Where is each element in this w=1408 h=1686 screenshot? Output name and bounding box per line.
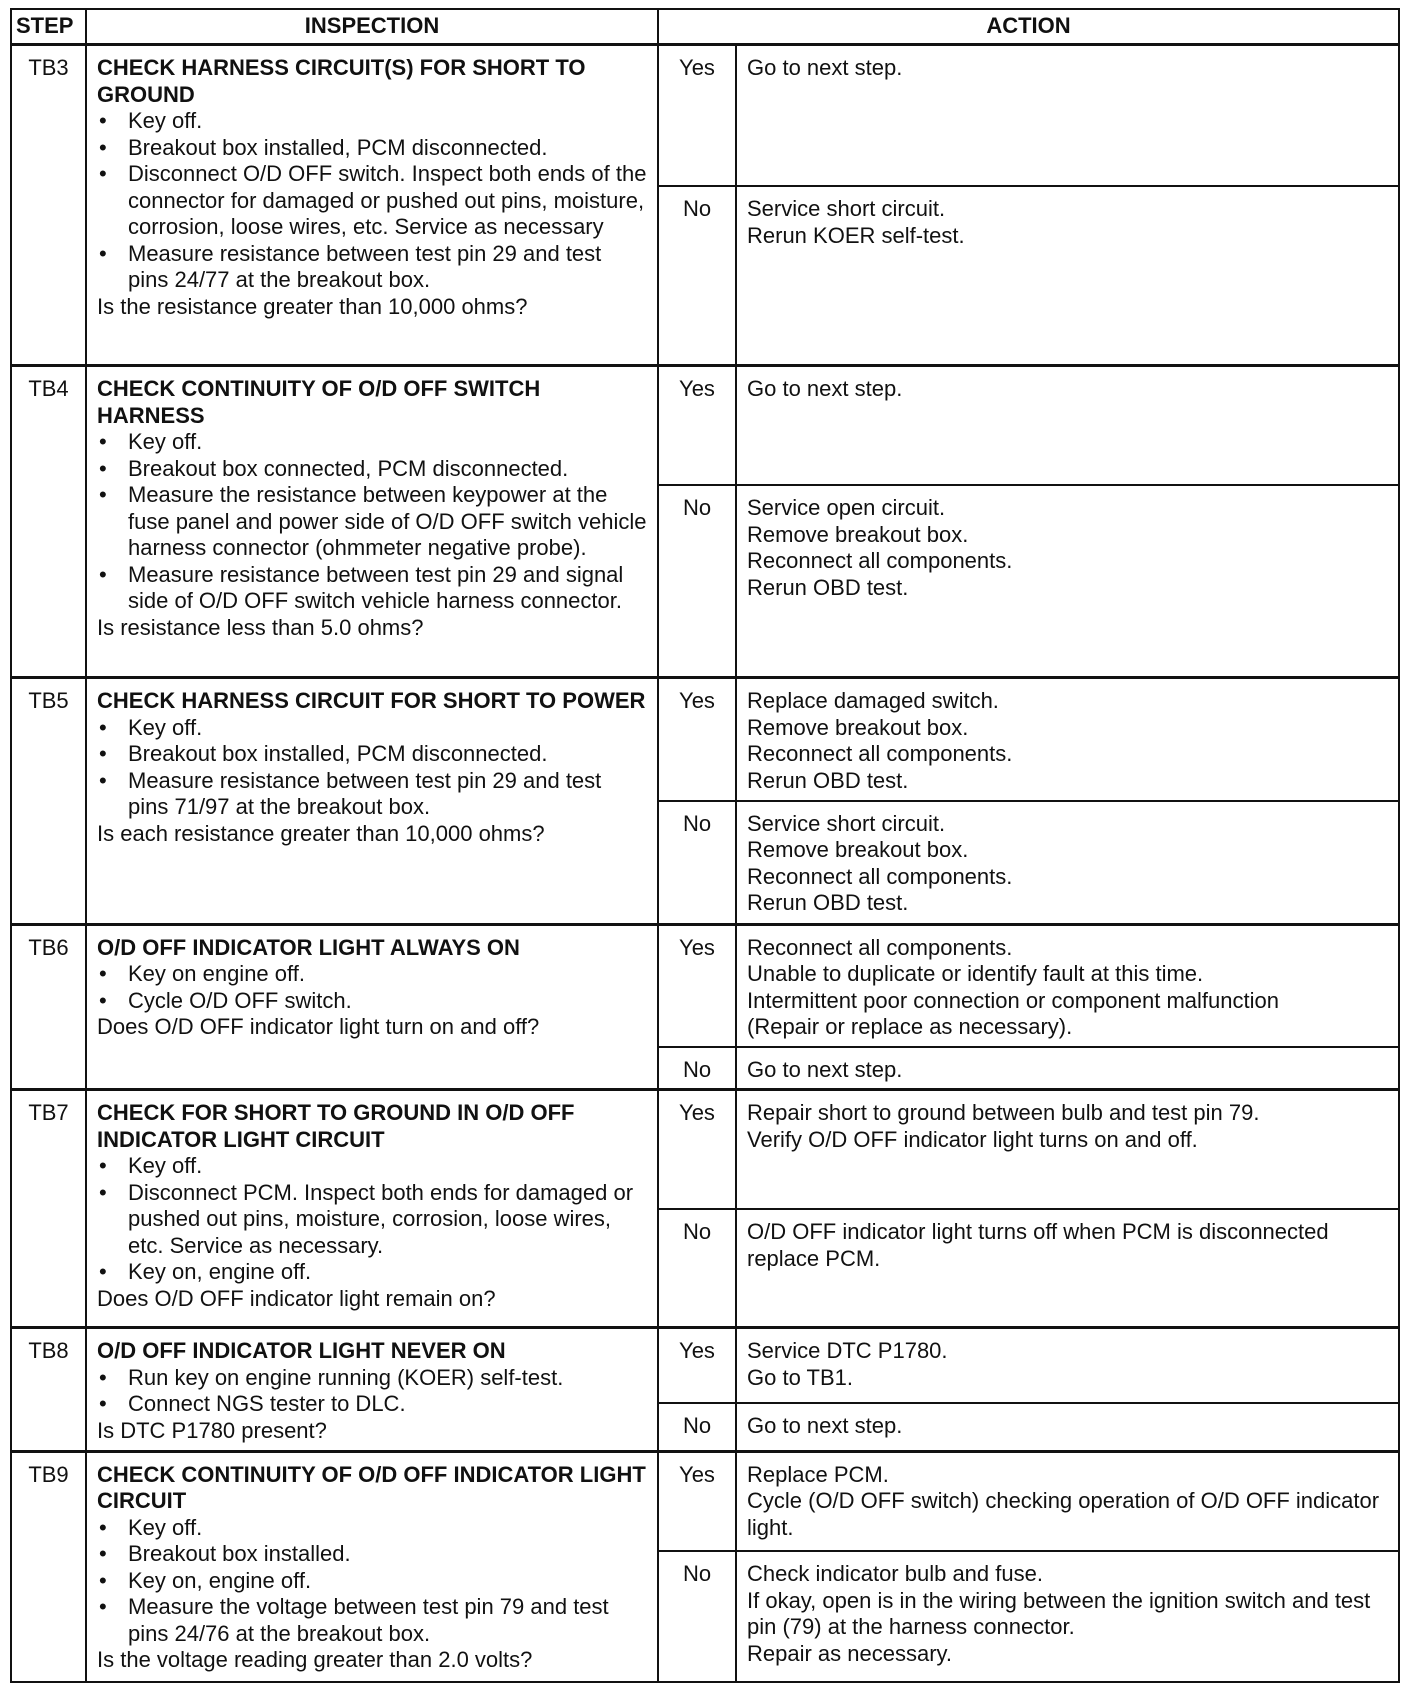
procedure-step: • Connect NGS tester to DLC.: [97, 1391, 647, 1418]
action-line: Check indicator bulb and fuse.: [747, 1561, 1043, 1587]
no-action: [736, 1047, 1399, 1090]
yes-label: Yes: [658, 366, 736, 486]
inspection-cell: [86, 678, 658, 924]
action-line: Go to next step.: [747, 55, 903, 80]
procedure-step: • Key off.: [97, 108, 647, 135]
inspection-title: CHECK CONTINUITY OF O/D OFF SWITCH HARNESS: [97, 376, 541, 428]
action-line: Reconnect all components.: [747, 548, 1013, 574]
action-line: Go to TB1.: [747, 1364, 853, 1390]
procedure-step: • Key off.: [97, 715, 647, 742]
no-action: [736, 186, 1399, 365]
yes-label: Yes: [658, 45, 736, 187]
action-line: Reconnect all components.: [747, 741, 1013, 767]
procedure-step: • Breakout box installed, PCM disconnected.: [97, 741, 647, 768]
step-id: TB8: [11, 1328, 86, 1452]
inspection-question: Is each resistance greater than 10,000 ohms?: [97, 820, 545, 846]
action-line: Rerun OBD test.: [747, 767, 909, 793]
step-id: TB9: [11, 1451, 86, 1682]
action-line: If okay, open is in the wiring between the ignition switch and test pin (79) at the harness connector.: [747, 1587, 1371, 1640]
procedure-step: • Measure the resistance between keypower at the fuse panel and power side of O/D OFF switch vehicle harness connector (ohmmeter negative probe).: [97, 482, 647, 562]
no-label: No: [658, 1209, 736, 1328]
procedure-step: • Key on, engine off.: [97, 1259, 647, 1286]
step-id: TB3: [11, 45, 86, 366]
procedure-step: • Key off.: [97, 1153, 647, 1180]
inspection-question: Is DTC P1780 present?: [97, 1417, 327, 1443]
no-label: No: [658, 485, 736, 678]
inspection-title: O/D OFF INDICATOR LIGHT ALWAYS ON: [97, 934, 520, 960]
inspection-title: CHECK FOR SHORT TO GROUND IN O/D OFF INDICATOR LIGHT CIRCUIT: [97, 1100, 575, 1152]
action-line: Intermittent poor connection or component malfunction: [747, 987, 1279, 1013]
procedure-list: [97, 108, 647, 294]
yes-action: [736, 45, 1399, 187]
table-row: [11, 924, 1399, 1047]
inspection-title: CHECK HARNESS CIRCUIT FOR SHORT TO POWER: [97, 688, 646, 714]
yes-action: [736, 1090, 1399, 1210]
procedure-step: • Cycle O/D OFF switch.: [97, 988, 647, 1015]
procedure-step: • Measure resistance between test pin 29 and test pins 71/97 at the breakout box.: [97, 768, 647, 821]
inspection-question: Does O/D OFF indicator light turn on and off?: [97, 1014, 540, 1039]
action-line: (Repair or replace as necessary).: [747, 1014, 1073, 1039]
inspection-cell: [86, 1090, 658, 1328]
action-line: Repair short to ground between bulb and test pin 79.: [747, 1100, 1260, 1126]
action-line: Remove breakout box.: [747, 714, 969, 740]
inspection-cell: [86, 1451, 658, 1682]
action-line: Replace PCM.: [747, 1461, 889, 1487]
action-line: Go to next step.: [747, 1057, 903, 1083]
yes-label: Yes: [658, 678, 736, 801]
action-line: Go to next step.: [747, 376, 903, 402]
procedure-step: • Key on, engine off.: [97, 1568, 647, 1595]
procedure-step: • Measure resistance between test pin 29 and test pins 24/77 at the breakout box.: [97, 241, 647, 294]
action-line: Rerun KOER self-test.: [747, 222, 965, 248]
inspection-cell: [86, 1328, 658, 1452]
table-row: [11, 366, 1399, 486]
inspection-title: CHECK HARNESS CIRCUIT(S) FOR SHORT TO GROUND: [97, 55, 586, 107]
action-line: Service DTC P1780.: [747, 1338, 948, 1364]
inspection-title: CHECK CONTINUITY OF O/D OFF INDICATOR LIGHT CIRCUIT: [97, 1461, 646, 1514]
action-line: Unable to duplicate or identify fault at this time.: [747, 961, 1204, 986]
inspection-cell: [86, 924, 658, 1090]
action-line: Reconnect all components.: [747, 863, 1013, 889]
action-line: Go to next step.: [747, 1413, 903, 1439]
procedure-list: [97, 1515, 647, 1648]
procedure-step: • Breakout box installed, PCM disconnected.: [97, 135, 647, 162]
action-line: Replace damaged switch.: [747, 688, 999, 714]
table-row: [11, 1451, 1399, 1551]
table-row: [11, 1090, 1399, 1210]
procedure-list: [97, 715, 647, 821]
table-row: [11, 45, 1399, 187]
procedure-step: • Measure the voltage between test pin 79 and test pins 24/76 at the breakout box.: [97, 1594, 647, 1647]
action-line: Rerun OBD test.: [747, 574, 909, 600]
procedure-list: [97, 1153, 647, 1286]
procedure-step: • Measure resistance between test pin 29 and signal side of O/D OFF switch vehicle harness connector.: [97, 562, 647, 615]
yes-action: [736, 1328, 1399, 1403]
yes-action: [736, 678, 1399, 801]
yes-label: Yes: [658, 924, 736, 1047]
inspection-question: Does O/D OFF indicator light remain on?: [97, 1285, 496, 1311]
no-label: No: [658, 1047, 736, 1090]
header-row: [11, 9, 1399, 45]
yes-action: [736, 366, 1399, 486]
procedure-step: • Key on engine off.: [97, 961, 647, 988]
diagnostic-table: [10, 8, 1400, 1683]
action-line: Repair as necessary.: [747, 1640, 953, 1666]
table-body: [11, 45, 1399, 1683]
action-line: Service short circuit.: [747, 810, 946, 836]
action-line: Verify O/D OFF indicator light turns on and off.: [747, 1126, 1198, 1152]
no-label: No: [658, 801, 736, 924]
action-line: Rerun OBD test.: [747, 890, 909, 916]
yes-label: Yes: [658, 1090, 736, 1210]
procedure-list: [97, 429, 647, 615]
table-row: [11, 678, 1399, 801]
no-label: No: [658, 186, 736, 365]
action-line: Remove breakout box.: [747, 521, 969, 547]
inspection-header: INSPECTION: [86, 9, 658, 45]
no-action: [736, 485, 1399, 678]
procedure-list: [97, 961, 647, 1014]
step-id: TB4: [11, 366, 86, 678]
no-action: [736, 1209, 1399, 1328]
procedure-step: • Key off.: [97, 429, 647, 456]
yes-action: [736, 924, 1399, 1047]
action-line: Reconnect all components.: [747, 934, 1013, 960]
inspection-title: O/D OFF INDICATOR LIGHT NEVER ON: [97, 1338, 506, 1364]
action-header: ACTION: [658, 9, 1399, 45]
inspection-cell: [86, 366, 658, 678]
procedure-list: [97, 1365, 647, 1418]
action-line: Cycle (O/D OFF switch) checking operation of O/D OFF indicator light.: [747, 1488, 1380, 1540]
action-line: Service open circuit.: [747, 495, 946, 521]
procedure-step: • Disconnect PCM. Inspect both ends for damaged or pushed out pins, moisture, corrosion, loose wires, etc. Service as necessary.: [97, 1180, 647, 1260]
no-action: [736, 1403, 1399, 1451]
procedure-step: • Run key on engine running (KOER) self-test.: [97, 1365, 647, 1392]
step-header: STEP: [11, 9, 86, 45]
inspection-question: Is resistance less than 5.0 ohms?: [97, 614, 424, 640]
procedure-step: • Disconnect O/D OFF switch. Inspect both ends of the connector for damaged or pushed out pins, moisture, corrosion, loose wires, etc. Service as necessary: [97, 161, 647, 241]
inspection-cell: [86, 45, 658, 366]
step-id: TB6: [11, 924, 86, 1090]
inspection-question: Is the resistance greater than 10,000 ohms?: [97, 293, 528, 319]
table-row: [11, 1328, 1399, 1403]
procedure-step: • Key off.: [97, 1515, 647, 1542]
action-line: O/D OFF indicator light turns off when PCM is disconnected replace PCM.: [747, 1219, 1329, 1271]
action-line: Remove breakout box.: [747, 837, 969, 863]
no-label: No: [658, 1551, 736, 1682]
no-action: [736, 801, 1399, 924]
procedure-step: • Breakout box connected, PCM disconnected.: [97, 456, 647, 483]
inspection-question: Is the voltage reading greater than 2.0 volts?: [97, 1647, 533, 1673]
step-id: TB7: [11, 1090, 86, 1328]
yes-action: [736, 1451, 1399, 1551]
yes-label: Yes: [658, 1328, 736, 1403]
step-id: TB5: [11, 678, 86, 924]
yes-label: Yes: [658, 1451, 736, 1551]
no-label: No: [658, 1403, 736, 1451]
no-action: [736, 1551, 1399, 1682]
procedure-step: • Breakout box installed.: [97, 1541, 647, 1568]
action-line: Service short circuit.: [747, 196, 946, 222]
